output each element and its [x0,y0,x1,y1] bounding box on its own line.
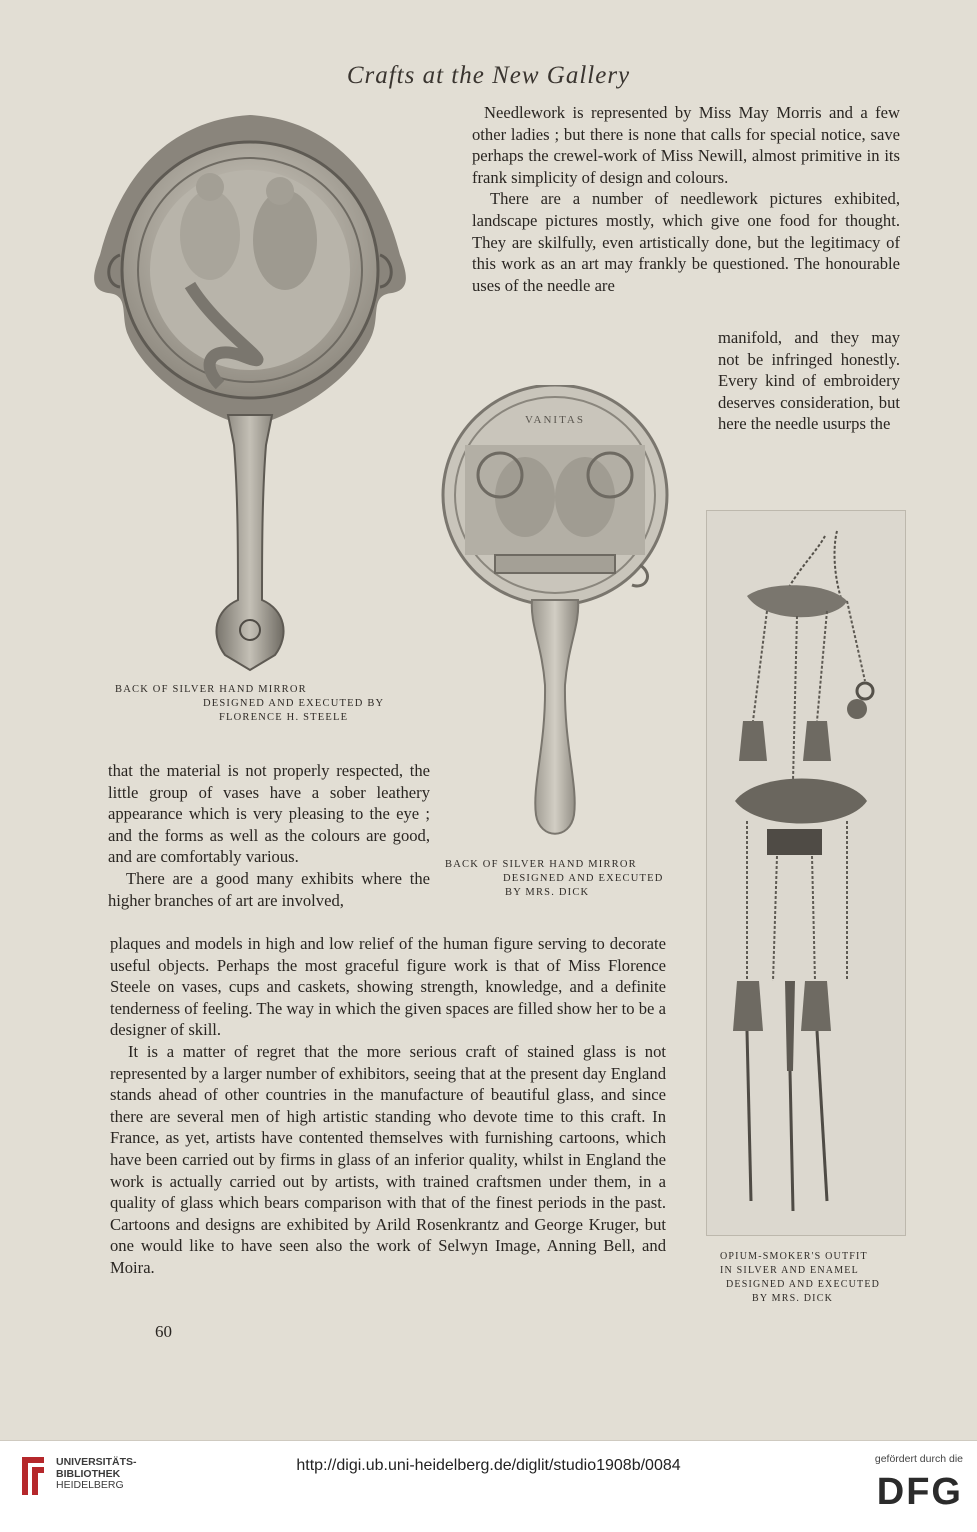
paragraph: There are a good many exhibits where the higher branches of art are involved, [108,868,430,910]
caption-line: FLORENCE H. STEELE [219,712,349,723]
mirror-steele-figure [90,115,410,675]
paragraph: plaques and models in high and low relief of the human figure serving to decorate useful objects. Perhaps the most graceful figure work is that of Miss Florence Steele on vases, cups and caskets, showing strength, knowledge, and a definite tenderness of feeling. The way in which the given spaces are filled show her to be a designer of skill. [110,934,666,1040]
footer-bar [0,1440,977,1532]
text-column-left-mid [108,760,430,911]
paragraph: It is a matter of regret that the more serious craft of stained glass is not represented by a larger number of exhibitors, seeing that at the present day England stands ahead of other countries in the manufacture of beautiful glass, and since there are several men of high artistic standing who devote time to this craft. In France, as yet, artists have contented themselves with furnishing cartoons, which have been carried out by firms in glass of an inferior quality, whilst in England the work is actually carried out by artists, with trained craftsmen under them, in a quality of glass which bears comparison with that of the finest periods in the past. Cartoons and designs are exhibited by Arild Rosenkrantz and George Kruger, but one would like to have seen also the work of Selwyn Image, Anning Bell, and Moira. [110,1041,666,1277]
text-column-right-top [472,102,900,296]
paragraph: There are a number of needlework pictures exhibited, landscape pictures mostly, which give one food for thought. They are skilfully, even artistically done, but the legitimacy of this work as an art may frankly be questioned. The honourable uses of the needle are [472,189,900,295]
running-title: Crafts at the New Gallery [346,62,631,89]
vanitas-inscription: VANITAS [525,414,585,426]
source-url-link[interactable]: http://digi.ub.uni-heidelberg.de/diglit/studio1908b/0084 [296,1457,681,1474]
caption-line: OPIUM-SMOKER'S OUTFIT [720,1251,868,1262]
mirror-dick-figure [440,385,680,855]
caption-line: BACK OF SILVER HAND MIRROR [115,684,307,695]
library-line: HEIDELBERG [56,1479,124,1491]
caption-mirror-dick [445,858,664,900]
caption-mirror-steele [115,683,384,725]
caption-line: DESIGNED AND EXECUTED BY [203,698,385,709]
page-number: 60 [155,1322,172,1341]
text-column-bottom [110,933,666,1279]
mirror-dick-handle [532,600,578,834]
mirror-steele-handle [216,415,283,670]
library-line: UNIVERSITÄTS- [56,1456,137,1468]
paragraph: that the material is not properly respected, the little group of vases have a sober leathery appearance which is very pleasing to the eye ; and the forms as well as the colours are good, and are comfortably various. [108,761,430,867]
caption-opium-outfit [720,1250,880,1306]
opium-outfit-photo [706,510,906,1236]
caption-line: BY MRS. DICK [752,1293,833,1304]
paragraph: manifold, and they may not be infringed honestly. Every kind of embroidery deserves consideration, but here the needle usurps the [718,328,900,434]
caption-line: BY MRS. DICK [505,887,590,898]
funded-by-note: gefördert durch die [874,1453,963,1465]
caption-line: DESIGNED AND EXECUTED [726,1279,881,1290]
paragraph: Needlework is represented by Miss May Morris and a few other ladies ; but there is none that calls for special notice, save perhaps the crewel-work of Miss Newill, almost primitive in its frank simplicity of design and colours. [472,103,900,187]
caption-line: BACK OF SILVER HAND MIRROR [445,859,637,870]
dfg-logo: DFG [876,1471,963,1513]
caption-line: DESIGNED AND EXECUTED [503,873,664,884]
library-line: BIBLIOTHEK [56,1467,121,1480]
text-column-right-narrow [718,327,900,435]
caption-line: IN SILVER AND ENAMEL [720,1265,859,1276]
